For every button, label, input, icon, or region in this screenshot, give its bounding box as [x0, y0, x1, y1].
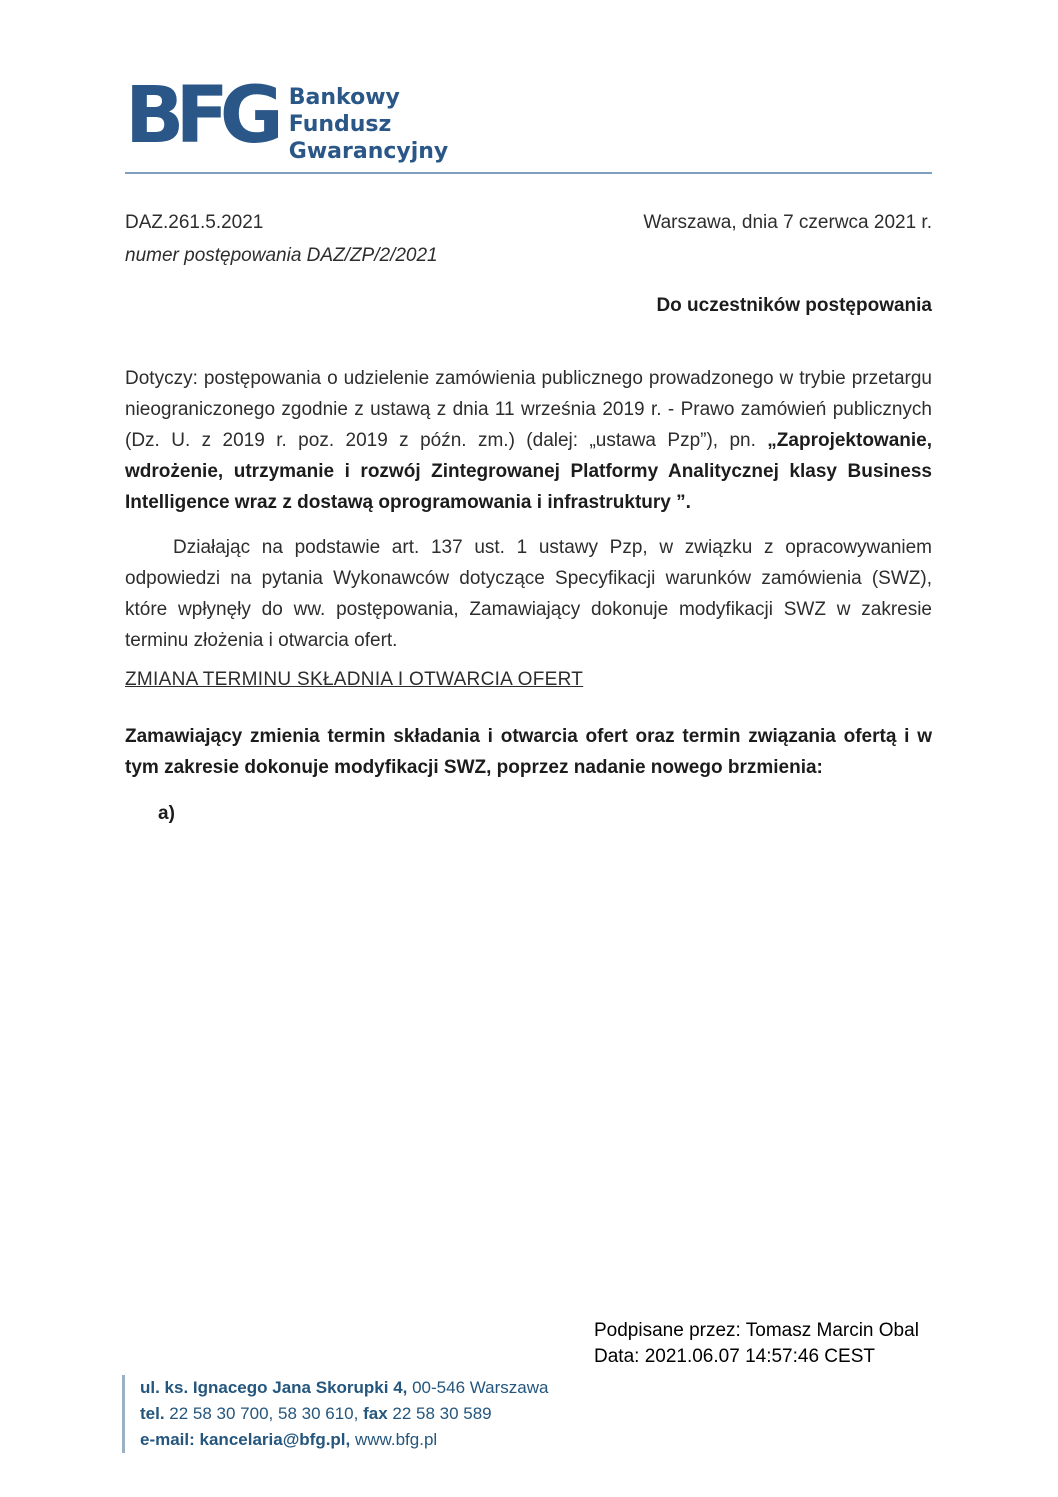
bfg-logo-wordmark: [289, 76, 449, 165]
footer-email-line: [140, 1427, 548, 1453]
footer-address-bold: ul. ks. Ignacego Jana Skorupki 4,: [140, 1378, 408, 1397]
bfg-logo-acronym: BFG: [125, 71, 275, 161]
section-heading: ZMIANA TERMINU SKŁADNIA I OTWARCIA OFERT: [125, 669, 584, 690]
footer-phone-line: [140, 1401, 548, 1427]
logo-word-2: Fundusz: [288, 112, 392, 137]
paragraph-subject: [125, 363, 932, 518]
paragraph-subject-bold-title: „Zaprojektowanie, wdrożenie, utrzymanie i rozwój Zintegrowanej Platformy Analitycznej klasy Business Intelligence wraz z dostawą oprogramowania i infrastruktury ”.: [125, 430, 932, 513]
list-item-a: a): [158, 803, 175, 824]
case-number: numer postępowania DAZ/ZP/2/2021: [125, 245, 438, 266]
paragraph-subject-regular: Dotyczy: postępowania o udzielenie zamówienia publicznego prowadzonego w trybie przetargu nieograniczonego zgodnie z ustawą z dnia 11 września 2019 r. - Prawo zamówień publicznych (Dz. U. z 2019 r. poz. 2019 z późn. zm.) (dalej: „ustawa Pzp”), pn.: [125, 368, 932, 451]
logo-word-3: Gwarancyjny: [288, 139, 449, 164]
footer-website: www.bfg.pl: [350, 1430, 438, 1449]
footer-tel-numbers: 22 58 30 700, 58 30 610,: [164, 1404, 364, 1423]
paragraph-legal-basis: Działając na podstawie art. 137 ust. 1 ustawy Pzp, w związku z opracowywaniem odpowiedzi na pytania Wykonawców dotyczące Specyfikacji warunków zamówienia (SWZ), które wpłynęły do ww. postępowania, Zamawiający dokonuje modyfikacji SWZ w zakresie terminu złożenia i otwarcia ofert.: [125, 537, 932, 651]
reference-number: DAZ.261.5.2021: [125, 212, 264, 233]
reference-row: [125, 212, 932, 234]
recipient-line: Do uczestników postępowania: [656, 295, 932, 316]
city-and-date: Warszawa, dnia 7 czerwca 2021 r.: [643, 212, 932, 233]
footer-fax-label: fax: [363, 1404, 388, 1423]
footer-address-line: [140, 1375, 548, 1401]
signature-signed-by: Podpisane przez: Tomasz Marcin Obal: [594, 1320, 919, 1341]
header-separator-line: [125, 172, 932, 174]
digital-signature-block: [594, 1318, 919, 1370]
footer-contact-block: [122, 1375, 548, 1453]
footer-tel-label: tel.: [140, 1404, 165, 1423]
logo-word-1: Bankowy: [288, 85, 400, 110]
footer-fax-number: 22 58 30 589: [387, 1404, 492, 1423]
bfg-logo: [125, 71, 449, 165]
footer-email-label: e-mail:: [140, 1430, 195, 1449]
footer-address-regular: 00-546 Warszawa: [407, 1378, 549, 1397]
paragraph-modification: Zamawiający zmienia termin składania i otwarcia ofert oraz termin związania ofertą i w tym zakresie dokonuje modyfikacji SWZ, poprzez nadanie nowego brzmienia:: [125, 726, 932, 778]
footer-email-address: kancelaria@bfg.pl,: [194, 1430, 351, 1449]
signature-date: Data: 2021.06.07 14:57:46 CEST: [594, 1346, 875, 1367]
